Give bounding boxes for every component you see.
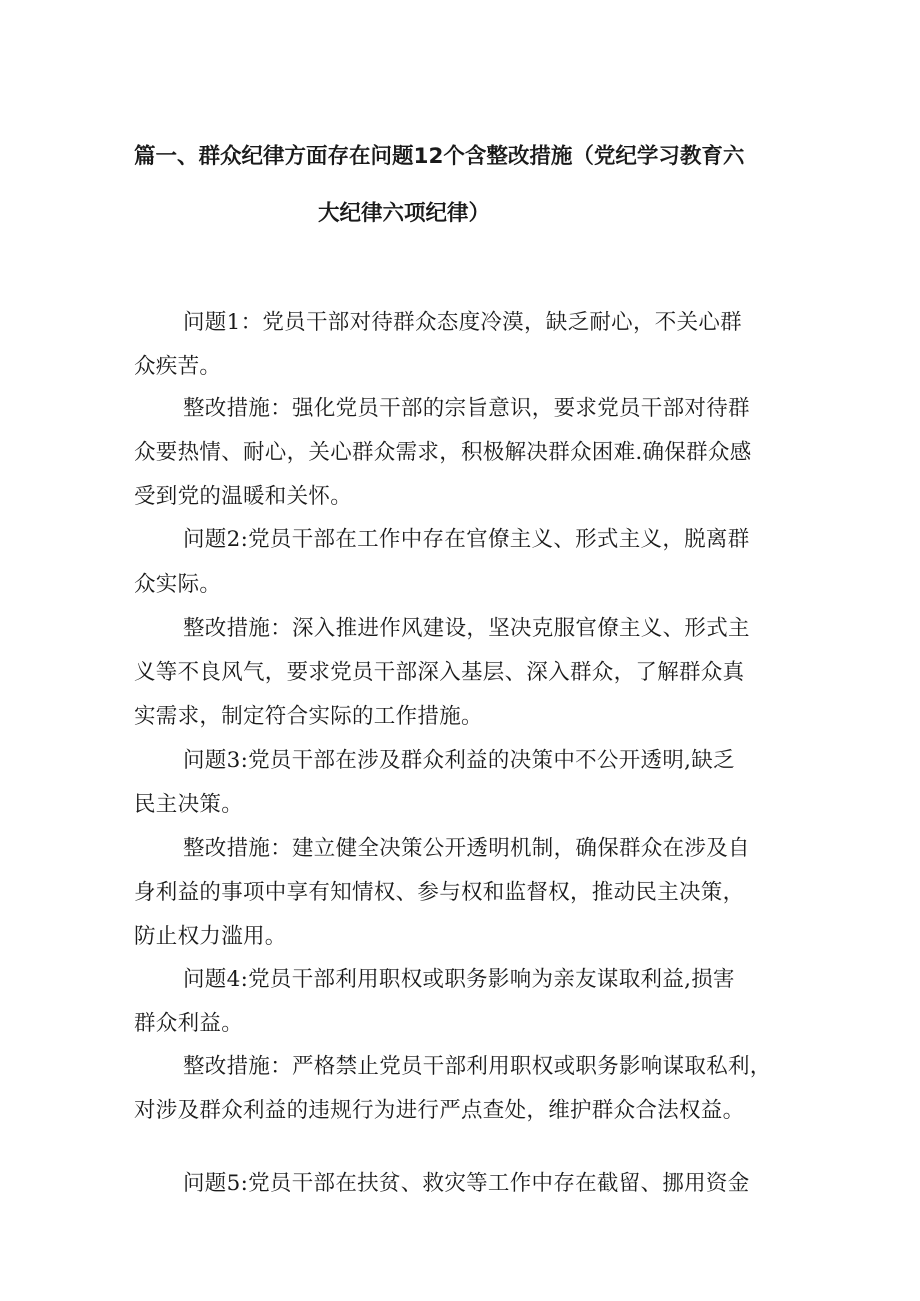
measure-4-line-1: 整改措施：严格禁止党员干部利用职权或职务影响谋取私利， xyxy=(183,1054,772,1079)
measure-2-line-3: 实需求，制定符合实际的工作措施。 xyxy=(134,704,483,729)
measure-1-line-1: 整改措施：强化党员干部的宗旨意识，要求党员干部对待群 xyxy=(183,396,750,421)
measure-1-line-2: 众要热情、耐心，关心群众需求，积极解决群众困难.确保群众感 xyxy=(134,440,752,465)
measure-4-line-2: 对涉及群众利益的违规行为进行严点查处，维护群众合法权益。 xyxy=(134,1098,745,1123)
doc-title-line-2: 大纪律六项纪律） xyxy=(318,201,491,226)
problem-5-line-1: 问题5:党员干部在扶贫、救灾等工作中存在截留、挪用资金 xyxy=(183,1171,750,1196)
problem-2-line-1: 问题2:党员干部在工作中存在官僚主义、形式主义，脱离群 xyxy=(183,527,750,552)
measure-3-line-1: 整改措施：建立健全决策公开透明机制，确保群众在涉及自 xyxy=(183,836,750,861)
problem-4-line-2: 群众利益。 xyxy=(134,1011,244,1036)
doc-title-line-1: 篇一、群众纪律方面存在问题12个含整改措施（党纪学习教育六 xyxy=(134,144,745,169)
problem-1-line-2: 众疾苦。 xyxy=(134,354,222,379)
problem-4-line-1: 问题4:党员干部利用职权或职务影响为亲友谋取利益,损害 xyxy=(183,967,735,992)
measure-3-line-3: 防止权力滥用。 xyxy=(134,924,287,949)
problem-3-line-2: 民主决策。 xyxy=(134,792,244,817)
measure-1-line-3: 受到党的温暖和关怀。 xyxy=(134,484,353,509)
problem-3-line-1: 问题3:党员干部在涉及群众利益的决策中不公开透明,缺乏 xyxy=(183,748,735,773)
measure-3-line-2: 身利益的事项中享有知情权、参与权和监督权，推动民主决策， xyxy=(134,880,745,905)
problem-1-line-1: 问题1：党员干部对待群众态度冷漠，缺乏耐心，不关心群 xyxy=(183,310,742,335)
problem-2-line-2: 众实际。 xyxy=(134,572,222,597)
measure-2-line-2: 义等不良风气，要求党员干部深入基层、深入群众，了解群众真 xyxy=(134,660,745,685)
measure-2-line-1: 整改措施：深入推进作风建设，坚决克服官僚主义、形式主 xyxy=(183,616,750,641)
